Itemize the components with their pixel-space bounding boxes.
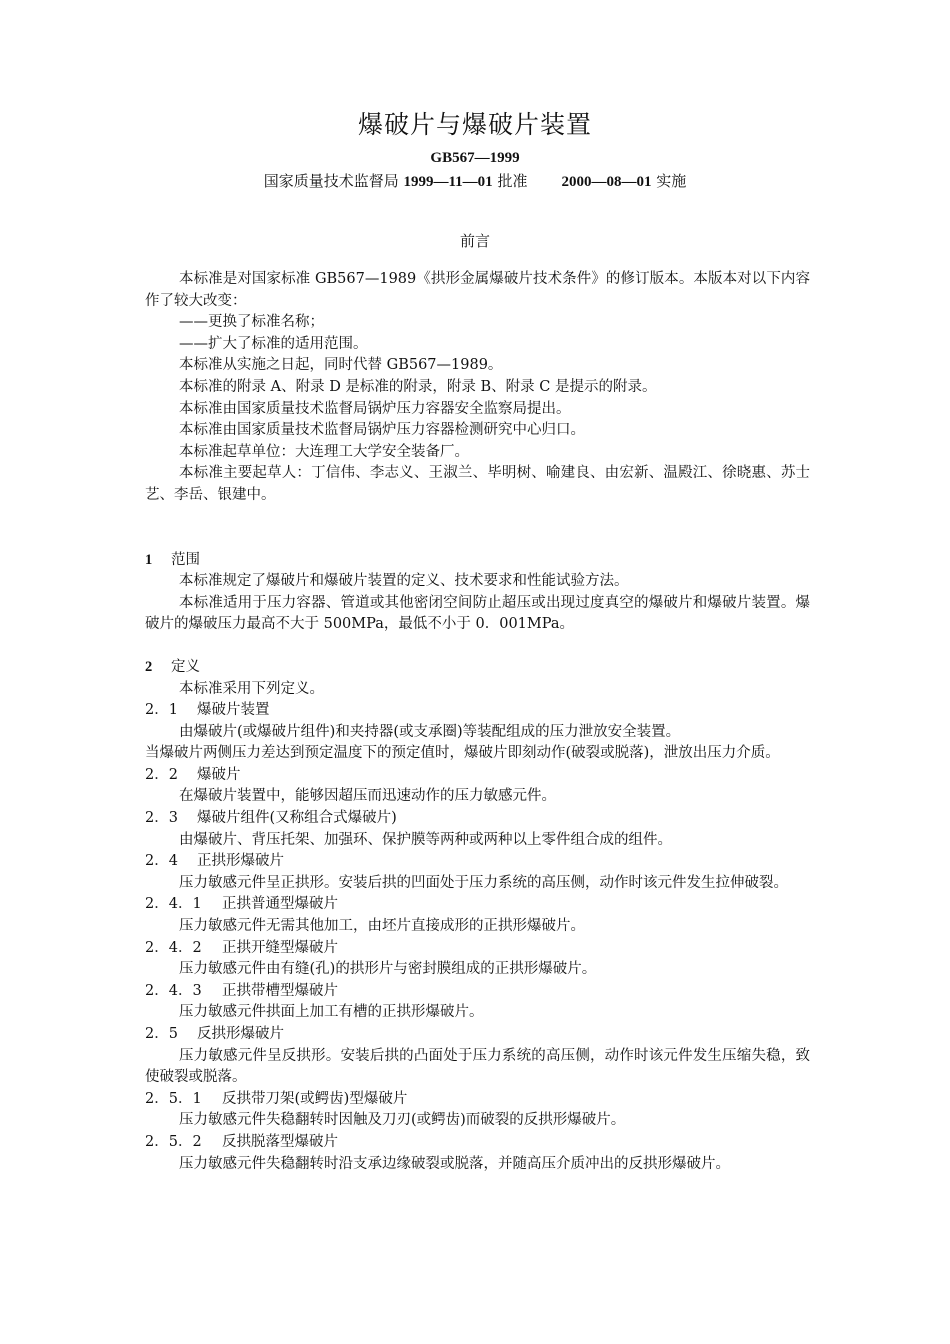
clause-text: 当爆破片两侧压力差达到预定温度下的预定值时，爆破片即刻动作(破裂或脱落)，泄放出压力介质。 [145, 745, 780, 762]
clause-text: 在爆破片装置中，能够因超压而迅速动作的压力敏感元件。 [179, 788, 556, 805]
foreword-paragraph: 本标准主要起草人：丁信伟、李志义、王淑兰、毕明树、喻建良、由宏新、温殿江、徐晓惠、苏士艺、李岳、银建中。 [145, 465, 810, 503]
clause-title: 正拱普通型爆破片 [222, 896, 338, 913]
clause-heading [145, 700, 810, 722]
foreword-paragraph: 本标准由国家质量技术监督局锅炉压力容器安全监察局提出。 [179, 400, 571, 417]
clause-title: 反拱形爆破片 [197, 1026, 284, 1042]
section-title: 范围 [171, 551, 200, 568]
clause-title: 正拱开缝型爆破片 [222, 939, 338, 956]
foreword-paragraph: 本标准是对国家标准 GB567—1989《拱形金属爆破片技术条件》的修订版本。本版本对以下内容作了较大改变： [145, 271, 810, 309]
clause-number: 2．4 [145, 853, 178, 870]
clause-number: 2．5．1 [145, 1090, 202, 1107]
clause-number: 2．2 [145, 766, 178, 783]
section-number: 2 [145, 658, 153, 675]
clause-text: 压力敏感元件无需其他加工，由坯片直接成形的正拱形爆破片。 [179, 918, 585, 935]
effective-date: 2000—08—01 [561, 174, 652, 190]
approve-date: 1999—11—01 [403, 174, 493, 190]
foreword-paragraph: 本标准从实施之日起，同时代替 GB567—1989。 [179, 357, 503, 374]
section-heading [145, 550, 810, 572]
clause-heading [145, 851, 810, 873]
foreword-paragraph: 本标准起草单位：大连理工大学安全装备厂。 [179, 443, 469, 460]
clause-text: 压力敏感元件呈反拱形。安装后拱的凸面处于压力系统的高压侧，动作时该元件发生压缩失稳，致使破裂或脱落。 [145, 1047, 810, 1086]
clause-text: 压力敏感元件失稳翻转时沿支承边缘破裂或脱落，并随高压介质冲出的反拱形爆破片。 [179, 1155, 730, 1172]
clause-number: 2．4．1 [145, 896, 202, 913]
effective-label: 实施 [656, 172, 687, 190]
clause-title: 反拱脱落型爆破片 [222, 1133, 338, 1150]
clause-text: 压力敏感元件失稳翻转时因触及刀刃(或鳄齿)而破裂的反拱形爆破片。 [179, 1112, 626, 1129]
foreword-paragraph: 本标准由国家质量技术监督局锅炉压力容器检测研究中心归口。 [179, 422, 585, 439]
clause-text: 由爆破片(或爆破片组件)和夹持器(或支承圈)等装配组成的压力泄放安全装置。 [179, 723, 681, 740]
clause-number: 2．5．2 [145, 1133, 202, 1150]
document-title: 爆破片与爆破片装置 [357, 110, 592, 139]
clause-heading [145, 938, 810, 960]
clause-title: 反拱带刀架(或鳄齿)型爆破片 [222, 1090, 408, 1107]
standard-number: GB567—1999 [430, 150, 520, 166]
section-number: 1 [145, 551, 153, 568]
approve-label: 批准 [497, 172, 528, 190]
clause-heading [145, 981, 810, 1003]
section-paragraph: 本标准适用于压力容器、管道或其他密闭空间防止超压或出现过度真空的爆破片和爆破片装置。爆破片的爆破压力最高不大于 500MPa，最低不小于 0．001MPa。 [145, 594, 810, 633]
foreword-paragraph: 本标准的附录 A、附录 D 是标准的附录，附录 B、附录 C 是提示的附录。 [179, 378, 657, 395]
clause-heading [145, 808, 810, 830]
foreword-heading: 前言 [459, 232, 490, 250]
section-paragraph: 本标准采用下列定义。 [179, 680, 324, 697]
clause-title: 爆破片装置 [197, 702, 270, 719]
clause-number: 2．4．3 [145, 982, 202, 999]
clause-text: 压力敏感元件拱面上加工有槽的正拱形爆破片。 [179, 1004, 484, 1021]
approval-authority: 国家质量技术监督局 [263, 172, 399, 190]
foreword-paragraph: ——扩大了标准的适用范围。 [179, 335, 368, 352]
clause-text: 压力敏感元件呈正拱形。安装后拱的凹面处于压力系统的高压侧，动作时该元件发生拉伸破裂。 [179, 874, 788, 891]
clause-title: 正拱形爆破片 [197, 853, 284, 870]
section-paragraph: 本标准规定了爆破片和爆破片装置的定义、技术要求和性能试验方法。 [179, 573, 629, 590]
clause-text: 压力敏感元件由有缝(孔)的拱形片与密封膜组成的正拱形爆破片。 [179, 961, 597, 978]
approval-line [0, 170, 950, 193]
section-title: 定义 [171, 658, 200, 675]
document-body [145, 269, 810, 1175]
clause-number: 2．3 [145, 810, 178, 827]
clause-heading [145, 1089, 810, 1111]
section-heading [145, 657, 810, 679]
clause-heading [145, 765, 810, 787]
clause-heading [145, 894, 810, 916]
clause-number: 2．1 [145, 702, 178, 719]
clause-heading [145, 1132, 810, 1154]
clause-heading [145, 1024, 810, 1046]
clause-title: 正拱带槽型爆破片 [222, 982, 338, 999]
clause-number: 2．5 [145, 1026, 178, 1042]
clause-title: 爆破片组件(又称组合式爆破片) [197, 810, 397, 827]
clause-text: 由爆破片、背压托架、加强环、保护膜等两种或两种以上零件组合成的组件。 [179, 831, 672, 848]
clause-title: 爆破片 [197, 766, 241, 783]
foreword-paragraph: ——更换了标准名称； [179, 314, 324, 331]
clause-number: 2．4．2 [145, 939, 202, 956]
